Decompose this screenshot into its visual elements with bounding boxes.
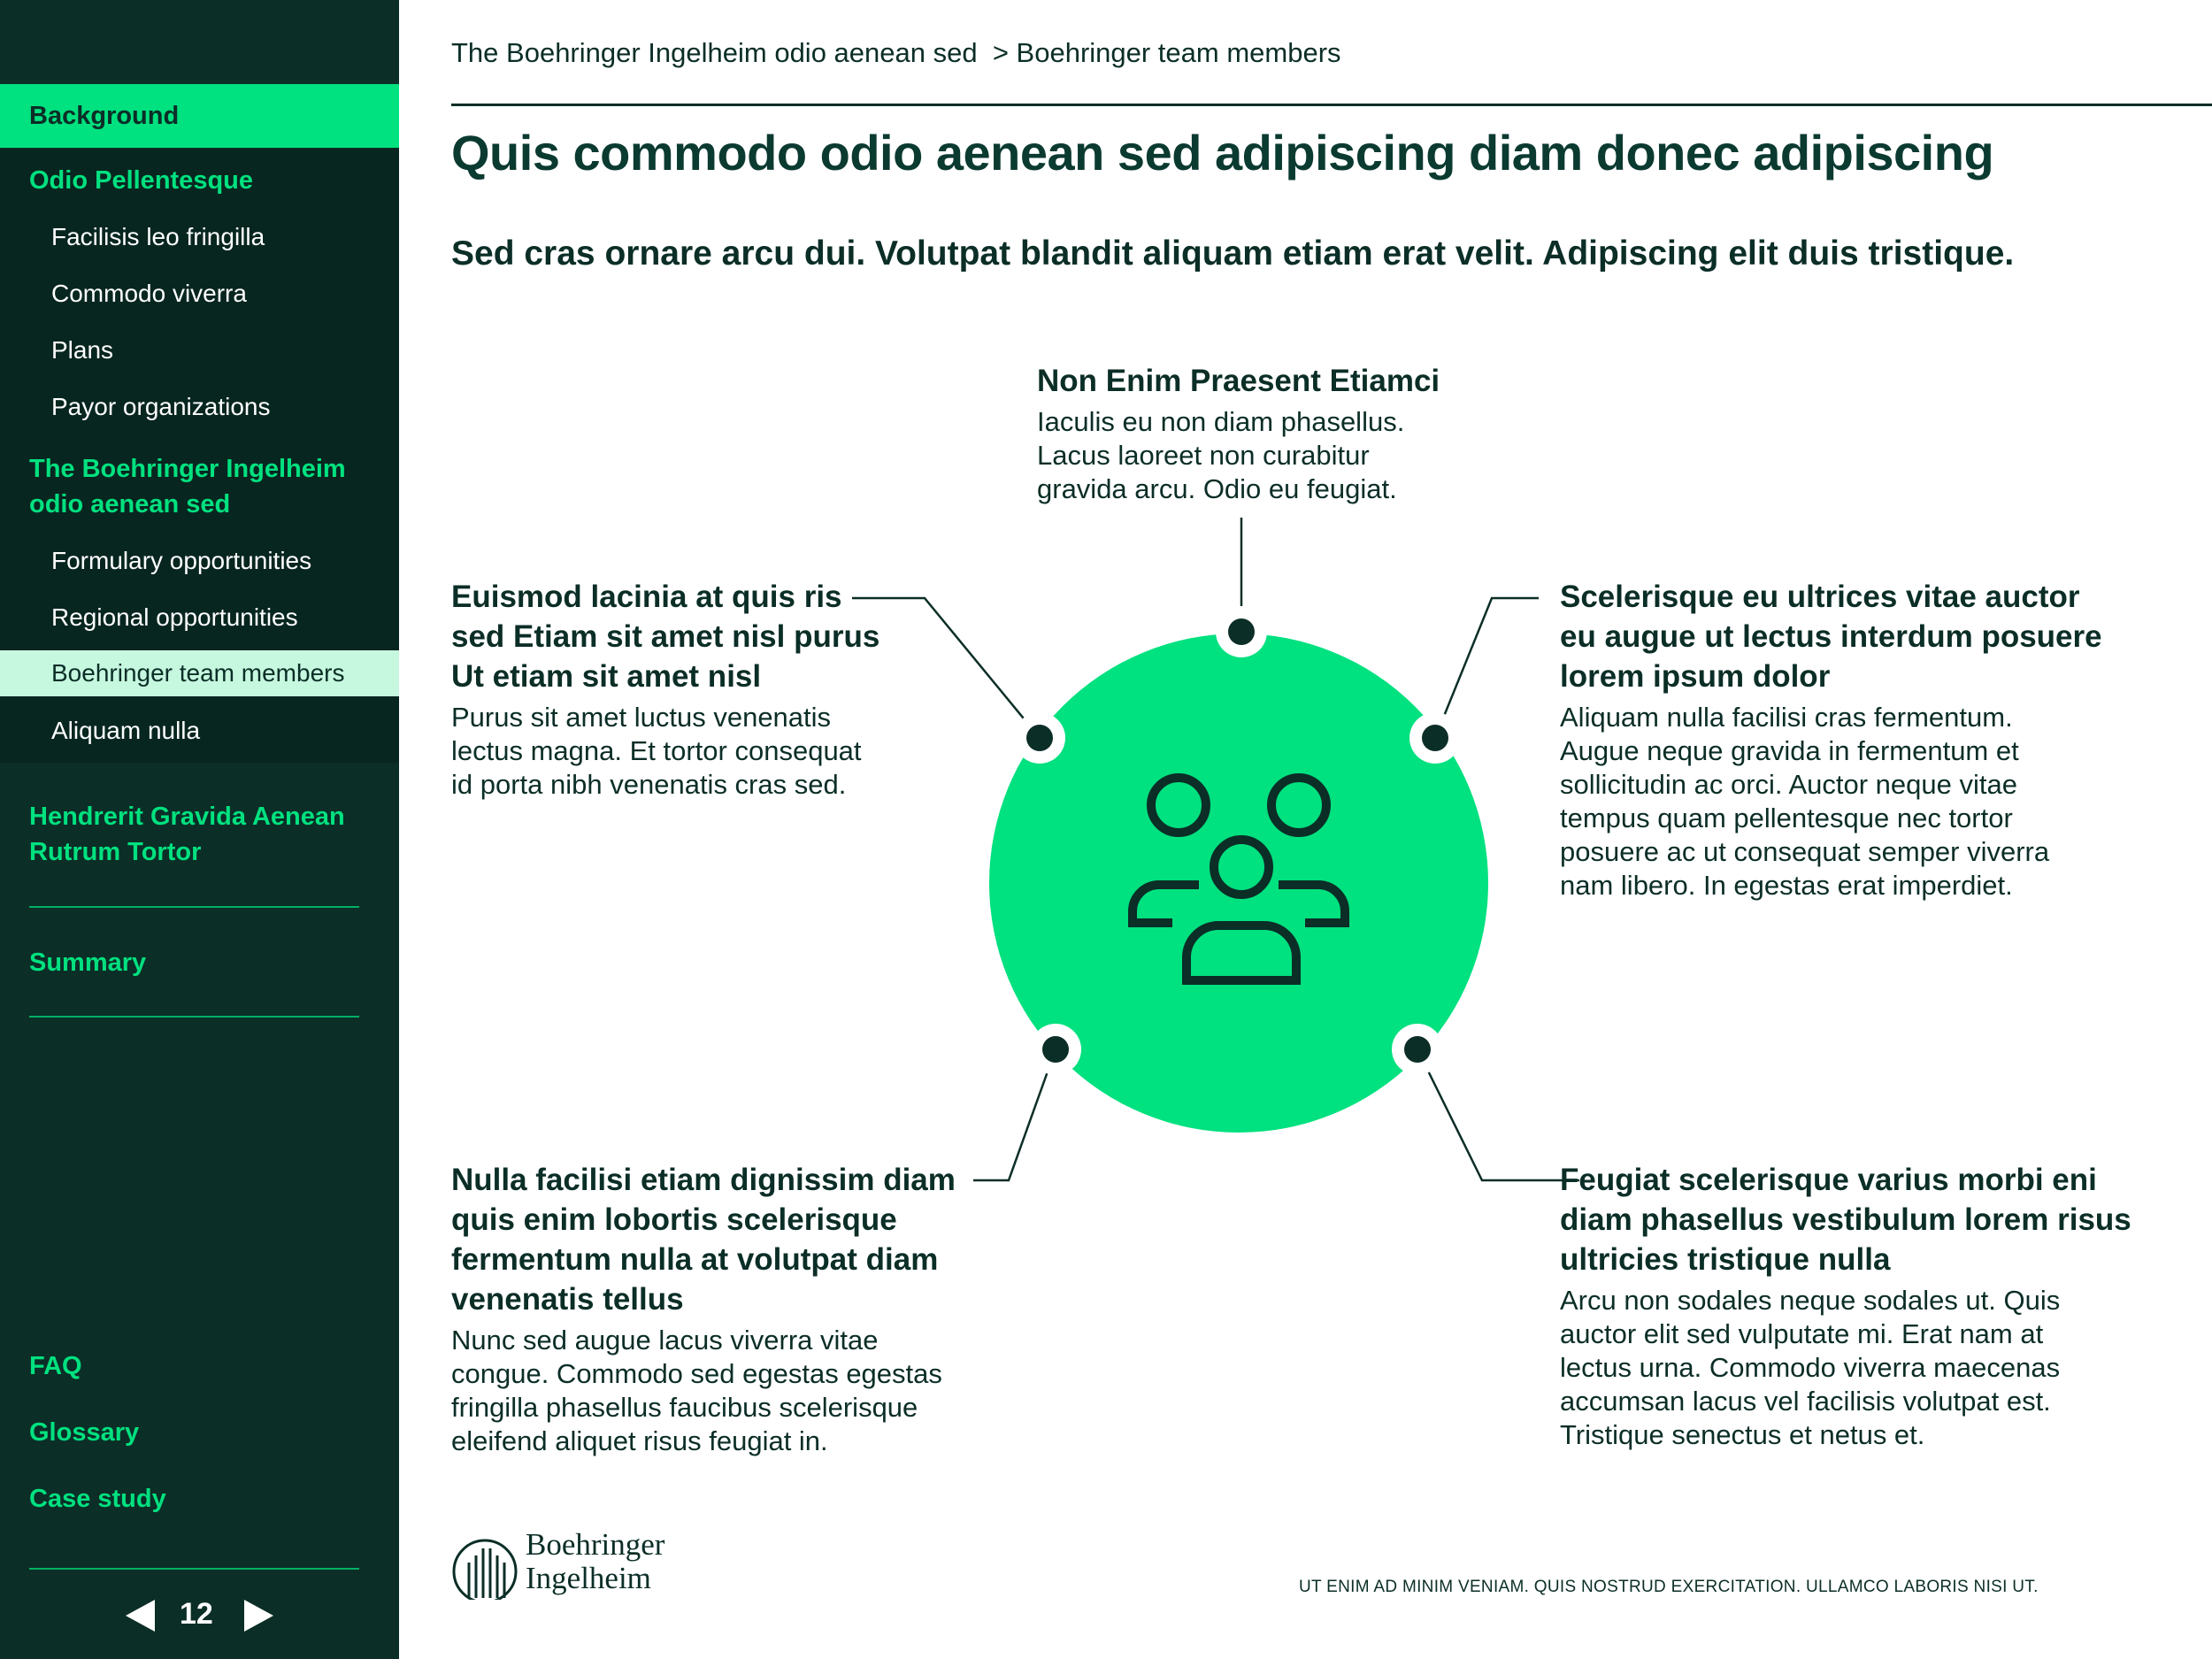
card-right-bottom-heading-line: ultricies tristique nulla xyxy=(1560,1242,1891,1277)
header-divider xyxy=(451,104,2212,106)
sidebar-item-facilisis[interactable]: Facilisis leo fringilla xyxy=(51,223,265,250)
card-right-top-body-line: nam libero. In egestas erat imperdiet. xyxy=(1560,870,2013,901)
sidebar-item-faq[interactable]: FAQ xyxy=(29,1352,82,1380)
card-left-bottom-body-line: fringilla phasellus faucibus scelerisque xyxy=(451,1392,918,1423)
sidebar-divider xyxy=(29,1016,359,1018)
pagination xyxy=(0,1593,399,1637)
card-left-top-heading-line: Ut etiam sit amet nisl xyxy=(451,659,762,694)
sidebar-divider xyxy=(29,1568,359,1570)
page-title: Quis commodo odio aenean sed adipiscing diam donec adipiscing xyxy=(451,125,1994,180)
card-right-bottom-body-line: accumsan lacus vel facilisis volutpat est. xyxy=(1560,1386,2051,1417)
card-top-heading: Non Enim Praesent Etiamci xyxy=(1037,364,1440,398)
card-right-top-body xyxy=(1560,701,2179,902)
card-left-bottom-heading xyxy=(451,1160,982,1319)
sidebar-section-boehringer-line2: odio aenean sed xyxy=(29,490,231,518)
card-right-top-heading-line: eu augue ut lectus interdum posuere xyxy=(1560,619,2102,654)
card-left-top-body-line: Purus sit amet luctus venenatis xyxy=(451,702,832,733)
card-right-top-body-line: Aliquam nulla facilisi cras fermentum. xyxy=(1560,702,2013,733)
sidebar-item-formulary[interactable]: Formulary opportunities xyxy=(51,547,312,574)
sidebar xyxy=(0,0,399,1659)
sidebar-section-boehringer[interactable] xyxy=(0,451,399,522)
sidebar-item-case-study[interactable]: Case study xyxy=(29,1485,166,1513)
next-arrow-icon[interactable] xyxy=(243,1600,273,1632)
connector-right-top xyxy=(1435,598,1539,738)
card-left-top xyxy=(451,577,911,802)
card-right-bottom-body-line: Tristique senectus et netus et. xyxy=(1560,1419,1925,1450)
sidebar-item-team-members[interactable]: Boehringer team members xyxy=(0,650,399,696)
breadcrumb xyxy=(451,37,1341,69)
card-left-bottom-body xyxy=(451,1324,982,1458)
sidebar-section-boehringer-line1: The Boehringer Ingelheim xyxy=(29,455,346,483)
breadcrumb-current: > Boehringer team members xyxy=(992,37,1341,68)
card-top-body-line: Lacus laoreet non curabitur xyxy=(1037,440,1370,471)
sidebar-item-regional[interactable]: Regional opportunities xyxy=(51,603,298,631)
connector-dots xyxy=(1014,606,1461,1075)
card-left-top-heading xyxy=(451,577,911,696)
card-top-body-line: gravida arcu. Odio eu feugiat. xyxy=(1037,473,1397,504)
sidebar-item-plans[interactable]: Plans xyxy=(51,336,114,364)
card-left-bottom-body-line: eleifend aliquet risus feugiat in. xyxy=(451,1425,828,1456)
dot-left-bottom xyxy=(1042,1036,1069,1063)
card-left-top-heading-line: sed Etiam sit amet nisl purus xyxy=(451,619,880,654)
footer-text: UT ENIM AD MINIM VENIAM. QUIS NOSTRUD EXERCITATION. ULLAMCO LABORIS NISI UT. xyxy=(1299,1578,2039,1596)
dot-left-top xyxy=(1026,725,1053,751)
sidebar-item-payor[interactable]: Payor organizations xyxy=(51,393,271,420)
card-left-top-body-line: lectus magna. Et tortor consequat xyxy=(451,735,862,766)
sidebar-item-glossary[interactable]: Glossary xyxy=(29,1418,140,1447)
card-left-bottom-heading-line: Nulla facilisi etiam dignissim diam xyxy=(451,1163,956,1197)
connector-right-bottom xyxy=(1417,1049,1579,1180)
card-right-top-body-line: tempus quam pellentesque nec tortor xyxy=(1560,803,2013,833)
card-right-top-body-line: sollicitudin ac orci. Auctor neque vitae xyxy=(1560,769,2017,800)
sidebar-section-odio-pellentesque[interactable]: Odio Pellentesque xyxy=(29,166,253,195)
card-left-top-body-line: id porta nibh venenatis cras sed. xyxy=(451,769,847,800)
card-left-bottom-heading-line: fermentum nulla at volutpat diam xyxy=(451,1242,939,1277)
card-right-bottom-body-line: Arcu non sodales neque sodales ut. Quis xyxy=(1560,1285,2061,1316)
card-right-bottom-body-line: lectus urna. Commodo viverra maecenas xyxy=(1560,1352,2061,1383)
page-subtitle: Sed cras ornare arcu dui. Volutpat blandit aliquam etiam erat velit. Adipiscing elit duis tristique. xyxy=(451,234,2015,273)
card-left-top-body xyxy=(451,701,911,802)
card-right-top-heading xyxy=(1560,577,2179,696)
sidebar-item-summary[interactable]: Summary xyxy=(29,949,147,977)
card-right-bottom-body xyxy=(1560,1284,2179,1452)
logo-line: Boehringer xyxy=(526,1527,665,1562)
logo-wordmark xyxy=(526,1528,664,1595)
card-left-bottom-heading-line: venenatis tellus xyxy=(451,1282,684,1317)
card-top-body xyxy=(1037,405,1497,506)
sidebar-item-background[interactable]: Background xyxy=(0,84,399,148)
card-left-bottom xyxy=(451,1160,982,1458)
dot-right-bottom xyxy=(1404,1036,1431,1063)
card-right-bottom-body-line: auctor elit sed vulputate mi. Erat nam at xyxy=(1560,1318,2044,1349)
card-right-bottom-heading xyxy=(1560,1160,2179,1279)
team-icon xyxy=(1133,778,1345,980)
sidebar-section-hendrerit[interactable] xyxy=(0,799,399,870)
card-right-bottom-heading-line: Feugiat scelerisque varius morbi eni xyxy=(1560,1163,2097,1197)
card-top-body-line: Iaculis eu non diam phasellus. xyxy=(1037,406,1405,437)
card-right-bottom xyxy=(1560,1160,2179,1452)
logo-line: Ingelheim xyxy=(526,1561,651,1595)
card-right-top-heading-line: Scelerisque eu ultrices vitae auctor xyxy=(1560,580,2080,614)
sidebar-section-hendrerit-line2: Rutrum Tortor xyxy=(29,838,202,866)
card-right-top-body-line: posuere ac ut consequat semper viverra xyxy=(1560,836,2050,867)
center-circle xyxy=(989,634,1488,1133)
sidebar-section-hendrerit-line1: Hendrerit Gravida Aenean xyxy=(29,803,345,831)
sidebar-divider xyxy=(29,906,359,908)
connector-left-bottom xyxy=(973,1049,1056,1180)
card-right-top xyxy=(1560,577,2179,902)
card-left-top-heading-line: Euismod lacinia at quis ris xyxy=(451,580,842,614)
sidebar-item-aliquam[interactable]: Aliquam nulla xyxy=(51,717,201,744)
connector-lines xyxy=(852,518,1579,1180)
card-right-top-body-line: Augue neque gravida in fermentum et xyxy=(1560,735,2019,766)
prev-arrow-icon[interactable] xyxy=(126,1600,156,1632)
card-left-bottom-body-line: Nunc sed augue lacus viverra vitae xyxy=(451,1325,879,1356)
dot-right-top xyxy=(1422,725,1448,751)
sidebar-item-commodo[interactable]: Commodo viverra xyxy=(51,280,247,307)
breadcrumb-parent[interactable]: The Boehringer Ingelheim odio aenean sed xyxy=(451,37,978,68)
card-right-top-heading-line: lorem ipsum dolor xyxy=(1560,659,1831,694)
card-right-bottom-heading-line: diam phasellus vestibulum lorem risus xyxy=(1560,1202,2131,1237)
dot-top xyxy=(1228,618,1255,645)
card-top xyxy=(1037,361,1497,506)
card-left-bottom-heading-line: quis enim lobortis scelerisque xyxy=(451,1202,897,1237)
card-left-bottom-body-line: congue. Commodo sed egestas egestas xyxy=(451,1358,942,1389)
page-number: 12 xyxy=(180,1597,213,1631)
